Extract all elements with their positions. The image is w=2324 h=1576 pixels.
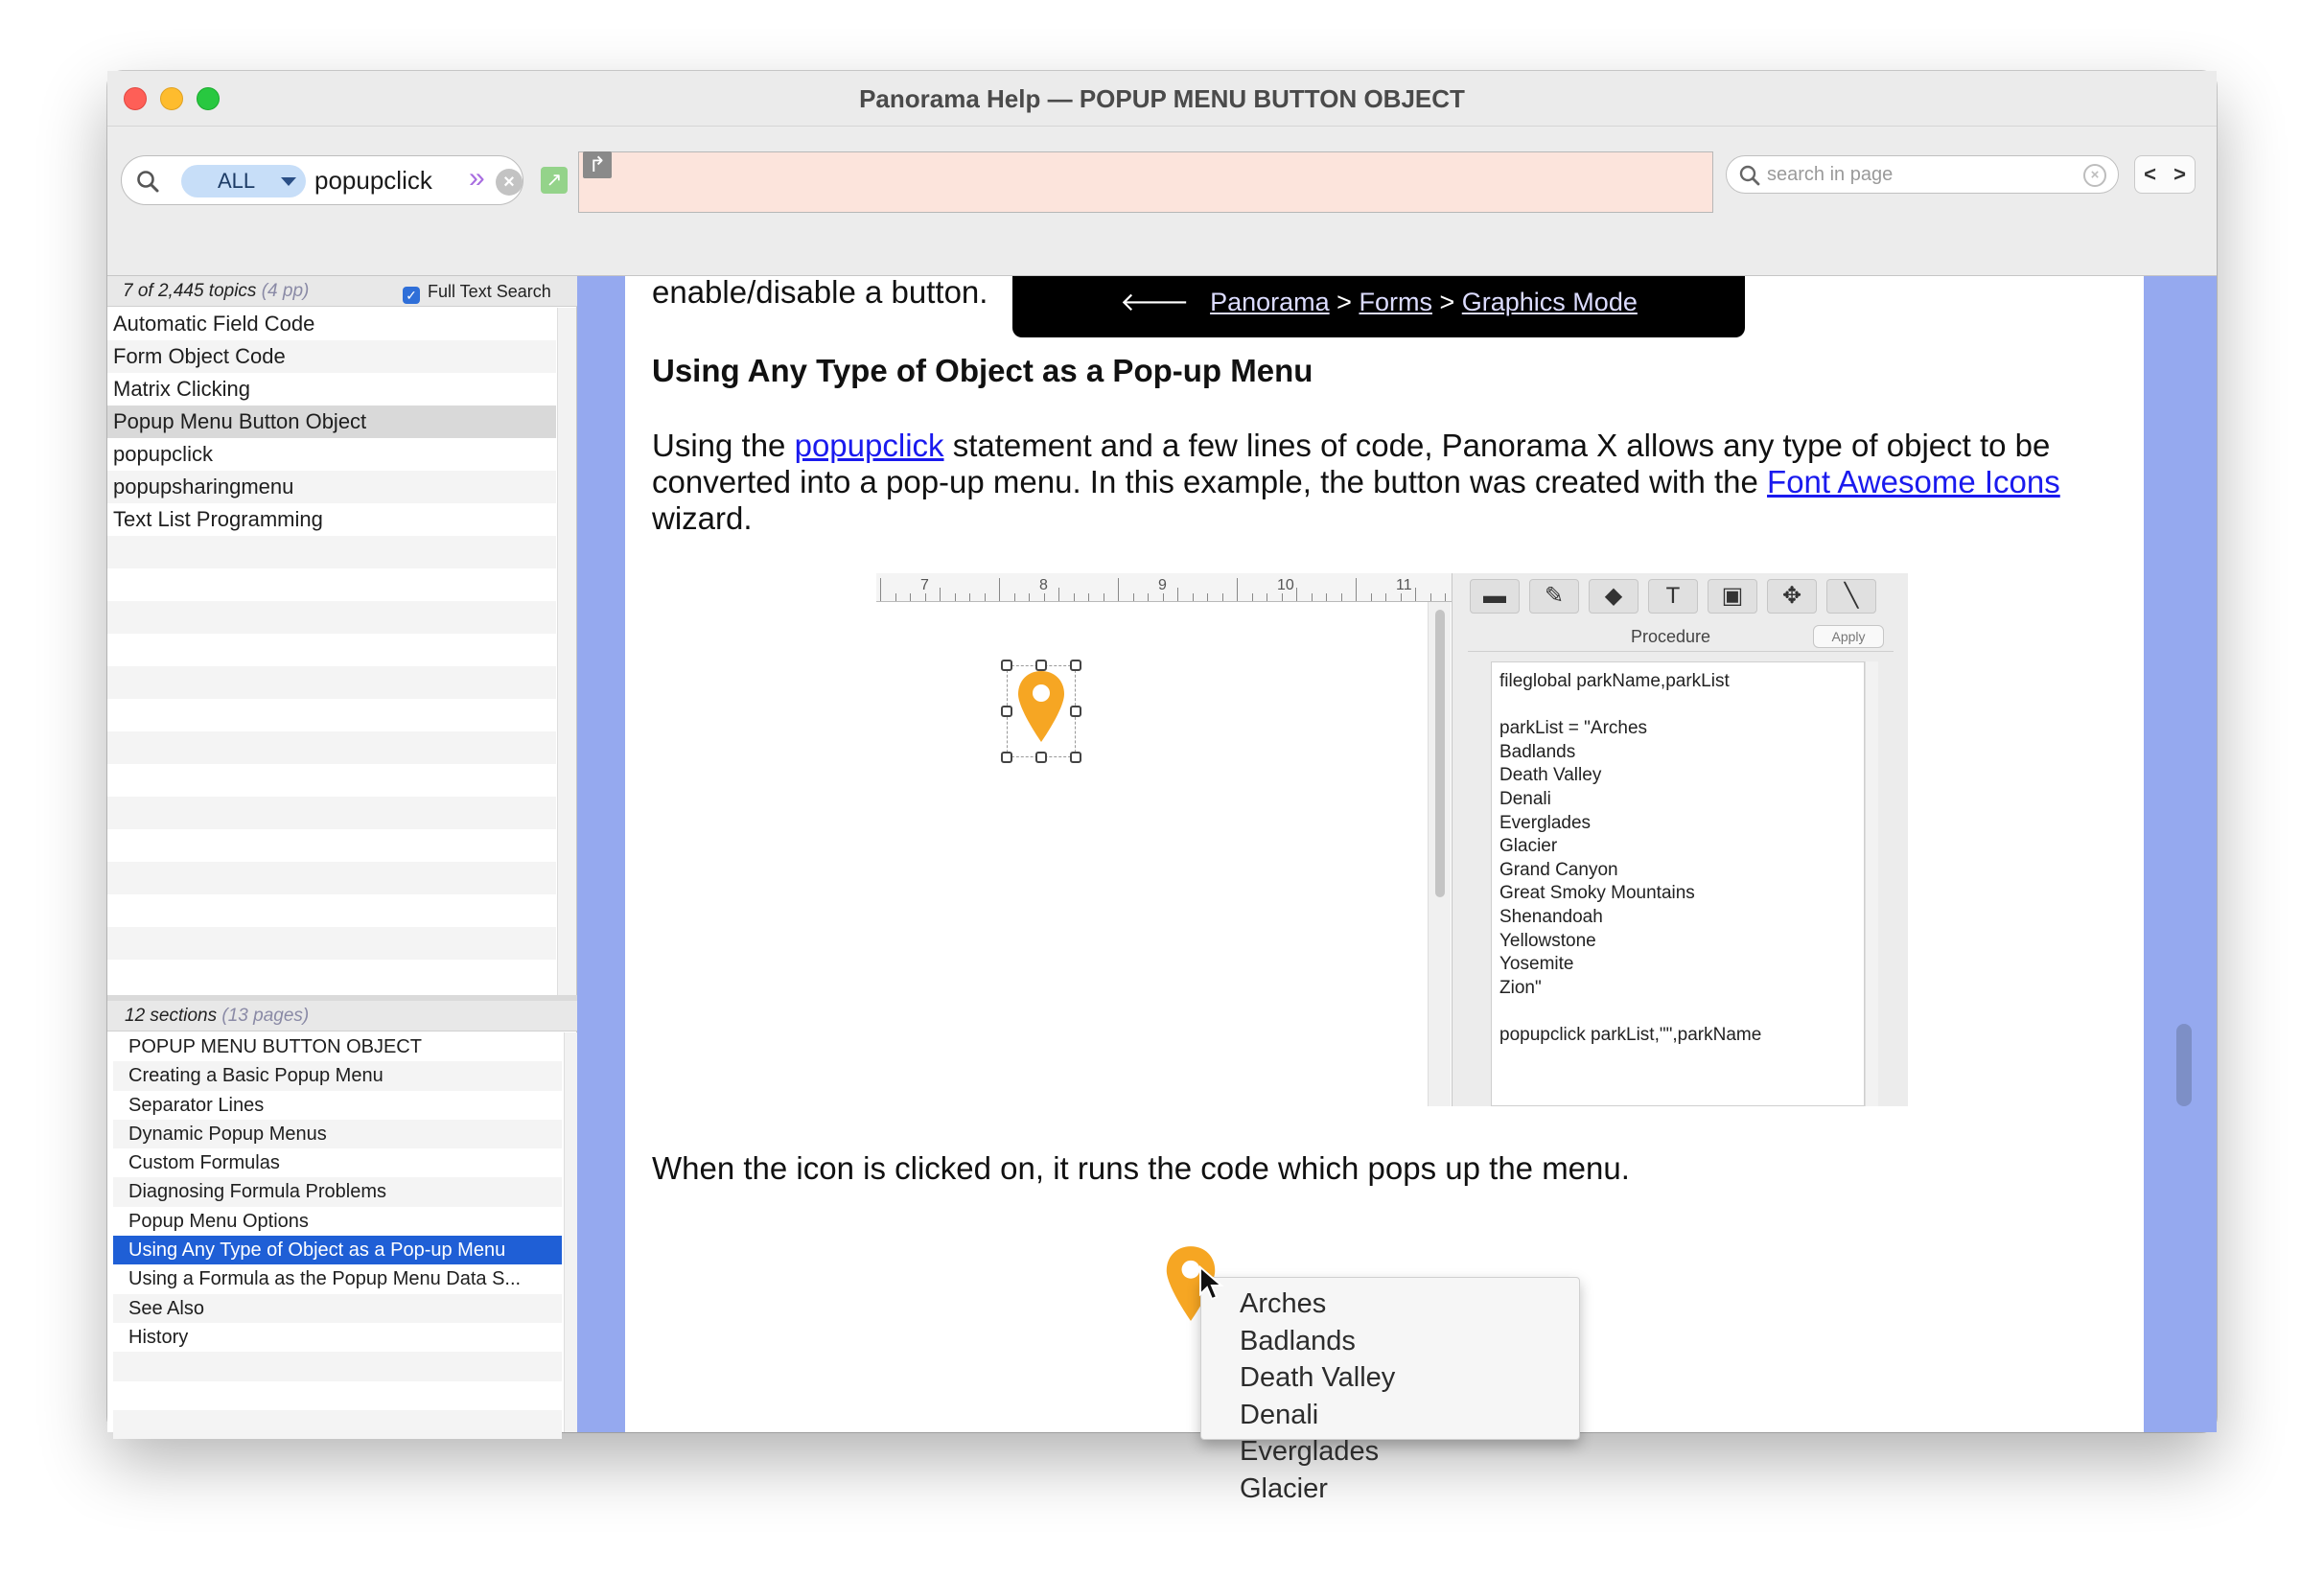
popup-menu-screenshot	[1162, 1244, 1603, 1504]
ruler-label: 8	[1039, 577, 1048, 593]
code-line: Grand Canyon	[1499, 859, 1618, 880]
code-line	[1499, 694, 1856, 718]
popup-menu	[1200, 1277, 1580, 1504]
procedure-header	[1468, 621, 1894, 652]
procedure-inspector	[1452, 573, 1908, 1106]
topic-list-item[interactable]: Form Object Code	[107, 340, 556, 373]
ruler	[876, 573, 1452, 602]
ruler-tick	[880, 578, 881, 601]
code-line: parkList = "Arches	[1499, 718, 1648, 739]
empty-row	[113, 1381, 562, 1410]
ruler-tick	[1014, 593, 1015, 601]
code-line: Glacier	[1499, 836, 1558, 857]
previous-paragraph-fragment: enable/disable a button.	[652, 274, 988, 310]
section-list-item[interactable]: Separator Lines	[128, 1094, 265, 1116]
section-heading: Using Any Type of Object as a Pop-up Menu	[652, 353, 1313, 388]
ruler-label: 7	[920, 577, 929, 593]
popup-menu-item: Badlands	[1240, 1325, 1356, 1356]
section-list-item[interactable]: Using a Formula as the Popup Menu Data S...	[128, 1268, 522, 1290]
shapes-tool-icon: ◆	[1589, 579, 1638, 614]
explanation-paragraph: When the icon is clicked on, it runs the code which pops up the menu.	[652, 1150, 1630, 1186]
topics-count-label: 7 of 2,445 topics (4 pp)	[123, 281, 310, 301]
tool-palette	[1470, 579, 1892, 614]
help-page	[625, 274, 2144, 1504]
sections-count-label: 12 sections (13 pages)	[125, 1006, 310, 1026]
breadcrumb-link-panorama[interactable]: Panorama	[1210, 288, 1330, 316]
ruler-tick	[1312, 593, 1313, 601]
search-scope-popup[interactable]	[181, 165, 306, 197]
back-arrow-icon[interactable]: 🡐	[1120, 288, 1190, 316]
empty-row	[107, 634, 556, 666]
ruler-tick	[1193, 593, 1194, 601]
sections-header	[107, 1001, 577, 1031]
ruler-tick	[1326, 593, 1327, 601]
clear-search-icon[interactable]: ×	[496, 169, 523, 196]
section-list-item[interactable]: See Also	[113, 1294, 562, 1323]
full-text-search-checkbox[interactable]: ✓ Full Text Search	[403, 276, 551, 307]
code-line: Yellowstone	[1499, 930, 1596, 951]
ruler-tick	[1044, 593, 1045, 601]
breadcrumb-separator: >	[1336, 288, 1352, 316]
procedure-code	[1491, 661, 1865, 1106]
empty-row	[107, 960, 556, 992]
topic-list-item[interactable]: Matrix Clicking	[113, 377, 251, 401]
resize-handle	[1001, 706, 1012, 717]
breadcrumb-link-forms[interactable]: Forms	[1359, 288, 1432, 316]
breadcrumb-link-graphics-mode[interactable]: Graphics Mode	[1461, 288, 1638, 316]
popupclick-link[interactable]: popupclick	[794, 428, 944, 463]
font-awesome-icons-link[interactable]: Font Awesome Icons	[1767, 464, 2060, 499]
empty-row	[107, 927, 556, 960]
section-list-item[interactable]: Dynamic Popup Menus	[113, 1120, 562, 1148]
empty-row	[107, 699, 556, 731]
procedure-label: Procedure	[1631, 627, 1711, 646]
section-list-item[interactable]: History	[128, 1326, 189, 1348]
popup-menu-item: Denali	[1240, 1399, 1319, 1430]
ruler-tick	[1445, 593, 1446, 601]
ruler-tick	[1177, 588, 1178, 601]
code-line: Everglades	[1499, 812, 1592, 833]
popup-menu-item: Arches	[1240, 1288, 1327, 1319]
form-editor-screenshot	[876, 573, 1908, 1106]
scroll-thumb	[1435, 610, 1445, 897]
code-line: Badlands	[1499, 741, 1576, 762]
button-tool-icon: ▬	[1470, 579, 1520, 614]
topic-list-item[interactable]: Text List Programming	[113, 507, 323, 531]
code-line: Great Smoky Mountains	[1499, 883, 1695, 904]
ruler-tick	[1118, 578, 1119, 601]
search-icon	[135, 169, 160, 194]
ruler-label: 11	[1396, 577, 1412, 593]
resize-handle	[1070, 752, 1081, 763]
topic-list-item[interactable]: Automatic Field Code	[113, 312, 315, 336]
pencil-tool-icon: ✎	[1529, 579, 1579, 614]
help-window	[107, 71, 2217, 1504]
ruler-tick	[1029, 593, 1030, 601]
section-list-item[interactable]: Diagnosing Formula Problems	[113, 1177, 562, 1206]
topic-list-item[interactable]: Popup Menu Button Object	[107, 406, 556, 438]
topic-list-item[interactable]: popupsharingmenu	[107, 471, 556, 503]
ruler-tick	[999, 578, 1000, 601]
topics-list	[107, 308, 556, 992]
intro-paragraph: Using the popupclick statement and a few lines of code, Panorama X allows any type of object to be converted into a pop-up menu. In this example, the button was created with the Font Awesome Icons wizard.	[652, 428, 2060, 536]
breadcrumb-separator: >	[1439, 288, 1455, 316]
ruler-tick	[985, 593, 986, 601]
empty-row	[113, 1352, 562, 1380]
page-search-input[interactable]	[1767, 160, 2074, 189]
ruler-tick	[1074, 593, 1075, 601]
editor-scrollbar	[1428, 602, 1451, 1106]
empty-row	[107, 829, 556, 862]
code-line: Yosemite	[1499, 954, 1574, 975]
find-nav-buttons	[2134, 155, 2196, 194]
window-title: Panorama Help — POPUP MENU BUTTON OBJECT	[859, 84, 1465, 113]
ruler-tick	[955, 593, 956, 601]
ruler-tick	[1341, 593, 1342, 601]
image-tool-icon: ▣	[1708, 579, 1757, 614]
code-line: Death Valley	[1499, 765, 1602, 786]
sections-list	[113, 1032, 562, 1439]
topic-list-item[interactable]: popupclick	[113, 442, 213, 466]
ruler-tick	[925, 593, 926, 601]
code-line: fileglobal parkName,parkList	[1499, 671, 1730, 691]
ruler-tick	[1133, 593, 1134, 601]
empty-row	[107, 568, 556, 601]
ruler-tick	[1401, 593, 1402, 601]
ruler-tick	[1237, 578, 1238, 601]
clear-page-search-icon[interactable]: ×	[2083, 164, 2106, 187]
apply-button: Apply	[1813, 625, 1884, 648]
open-in-browser-icon[interactable]: ↗	[541, 167, 568, 194]
resize-handle	[1070, 706, 1081, 717]
ruler-tick	[1385, 593, 1386, 601]
title-bar	[107, 71, 2217, 127]
section-list-item[interactable]: Custom Formulas	[128, 1152, 280, 1174]
mouse-cursor-icon	[1198, 1265, 1223, 1302]
double-chevron-icon[interactable]: »	[469, 162, 485, 194]
checkmark-icon: ✓	[403, 287, 420, 304]
code-line: Denali	[1499, 788, 1551, 809]
popup-menu-item: Everglades	[1240, 1436, 1380, 1467]
page-search-box[interactable]	[1726, 155, 2119, 194]
ruler-tick	[1088, 593, 1089, 601]
section-list-item[interactable]: Creating a Basic Popup Menu	[113, 1061, 562, 1090]
resize-handle	[1001, 752, 1012, 763]
empty-row	[107, 601, 556, 634]
popup-menu-item: Death Valley	[1240, 1362, 1396, 1393]
search-icon	[1738, 164, 1761, 187]
empty-row	[107, 666, 556, 699]
url-field[interactable]	[578, 151, 1713, 213]
empty-row	[107, 862, 556, 894]
section-list-item[interactable]: Using Any Type of Object as a Pop-up Menu	[113, 1236, 562, 1264]
map-pin-icon	[1016, 669, 1066, 744]
line-tool-icon: ╲	[1826, 579, 1876, 614]
empty-row	[107, 894, 556, 927]
ruler-tick	[1148, 593, 1149, 601]
code-line	[1499, 1000, 1856, 1024]
code-scrollbar	[1865, 661, 1878, 1106]
ruler-tick	[969, 593, 970, 601]
ruler-tick	[1058, 588, 1059, 601]
ruler-tick	[1356, 578, 1357, 601]
search-input[interactable]: popupclick	[314, 166, 432, 195]
code-line: popupclick parkList,"",parkName	[1499, 1024, 1762, 1045]
resize-handle	[1035, 752, 1047, 763]
ruler-tick	[1296, 588, 1297, 601]
share-arrow-icon[interactable]: ↱	[583, 151, 612, 178]
ruler-tick	[1222, 593, 1223, 601]
empty-row	[107, 731, 556, 764]
find-next-button[interactable]: >	[2173, 162, 2186, 186]
ruler-tick	[1371, 593, 1372, 601]
empty-row	[107, 764, 556, 797]
ruler-label: 9	[1158, 577, 1167, 593]
empty-row	[107, 797, 556, 829]
breadcrumb	[1012, 276, 1745, 337]
section-list-item[interactable]: POPUP MENU BUTTON OBJECT	[128, 1036, 422, 1057]
text-tool-icon: T	[1648, 579, 1698, 614]
search-scope-label: ALL	[218, 169, 256, 193]
empty-row	[113, 1410, 562, 1439]
sidebar	[107, 276, 577, 1432]
empty-row	[107, 536, 556, 568]
code-line: Zion"	[1499, 977, 1542, 998]
code-line: Shenandoah	[1499, 906, 1603, 927]
topics-header	[107, 276, 577, 307]
pointer-tool-icon: ✥	[1767, 579, 1817, 614]
ruler-tick	[910, 593, 911, 601]
topics-scrollbar[interactable]	[557, 308, 576, 995]
ruler-tick	[1415, 588, 1416, 601]
ruler-tick	[940, 588, 941, 601]
ruler-tick	[1282, 593, 1283, 601]
ruler-tick	[1252, 593, 1253, 601]
resize-handle	[1070, 660, 1081, 671]
ruler-tick	[1430, 593, 1431, 601]
help-content-area	[577, 274, 2217, 1504]
find-previous-button[interactable]: <	[2144, 162, 2156, 186]
ruler-label: 10	[1277, 577, 1294, 593]
section-list-item[interactable]: Popup Menu Options	[128, 1210, 309, 1232]
ruler-tick	[1207, 593, 1208, 601]
topic-search-box[interactable]	[121, 155, 523, 205]
chevron-down-icon	[281, 177, 296, 186]
ruler-tick	[895, 593, 896, 601]
ruler-tick	[1163, 593, 1164, 601]
popup-menu-item: Glacier	[1240, 1472, 1328, 1504]
resize-handle	[1001, 660, 1012, 671]
content-scroll-thumb[interactable]	[2176, 1024, 2192, 1106]
